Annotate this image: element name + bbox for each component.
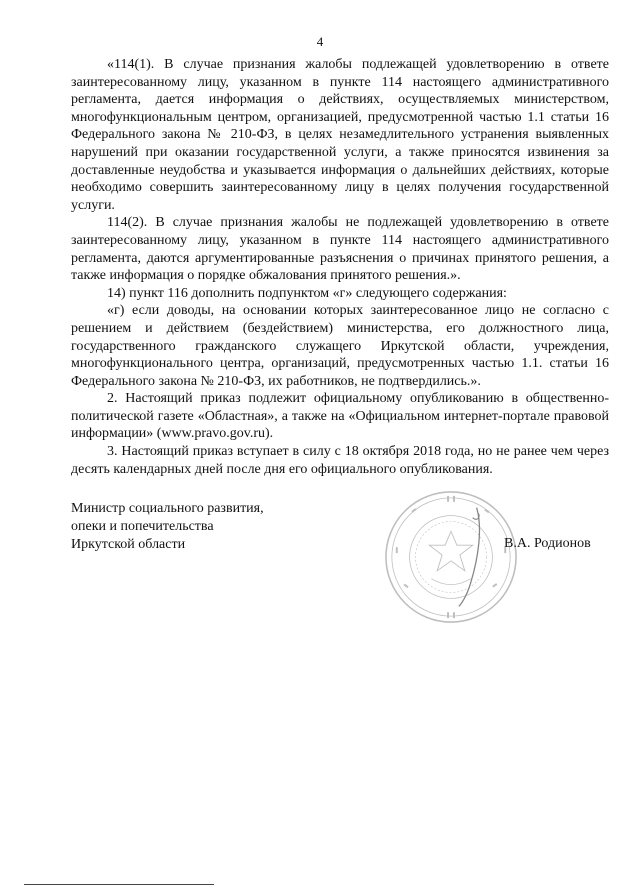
signatory-title	[71, 500, 264, 554]
paragraph-114-2: 114(2). В случае признания жалобы не подлежащей удовлетворению в ответе заинтересованному лицу, указанном в пункте 114 настоящего административного регламента, даются аргументированные разъяснения о причинах принятого решения, а также информация о порядке обжалования принятого решения.».	[71, 215, 609, 284]
paragraph-clause-2: 2. Настоящий приказ подлежит официальному опубликованию в общественно-политической газете «Областная», а также на «Официальном интернет-портале правовой информации» (www.pravo.gov.ru).	[71, 391, 609, 442]
signatory-title-line: Иркутской области	[71, 537, 186, 552]
document-body	[71, 56, 609, 478]
footer-divider	[24, 884, 214, 885]
signatory-title-line: опеки и попечительства	[71, 519, 214, 534]
signatory-title-line: Министр социального развития,	[71, 501, 264, 516]
paragraph-item-14: 14) пункт 116 дополнить подпунктом «г» следующего содержания:	[107, 285, 507, 301]
page-number: 4	[316, 34, 324, 49]
paragraph-clause-3: 3. Настоящий приказ вступает в силу с 18 октября 2018 года, но не ранее чем через десять календарных дней после дня его официального опубликования.	[71, 444, 609, 477]
signatory-name: В.А. Родионов	[504, 536, 591, 551]
official-seal-icon	[382, 488, 520, 626]
paragraph-subitem-g: «г) если доводы, на основании которых заинтересованное лицо не согласно с решением и действием (бездействием) министерства, его должностного лица, государственного гражданского служащего Иркутской области, учреждения, многофункционального центра, организаций, предусмотренных частью 1.1. статьи 16 Федерального закона № 210-ФЗ, их работников, не подтвердились.».	[71, 303, 609, 389]
paragraph-114-1: «114(1). В случае признания жалобы подлежащей удовлетворению в ответе заинтересованному лицу, указанном в пункте 114 настоящего административного регламента, дается информация о действиях, осуществляемых министерством, многофункциональным центром, организацией, предусмотренной частью 1.1 статьи 16 Федерального закона № 210-ФЗ, в целях незамедлительного устранения выявленных нарушений при оказании государственной услуги, а также приносятся извинения за доставленные неудобства и указывается информация о дальнейших действиях, которые необходимо совершить заинтересованному лицу в целях получения государственной услуги.	[71, 57, 609, 213]
